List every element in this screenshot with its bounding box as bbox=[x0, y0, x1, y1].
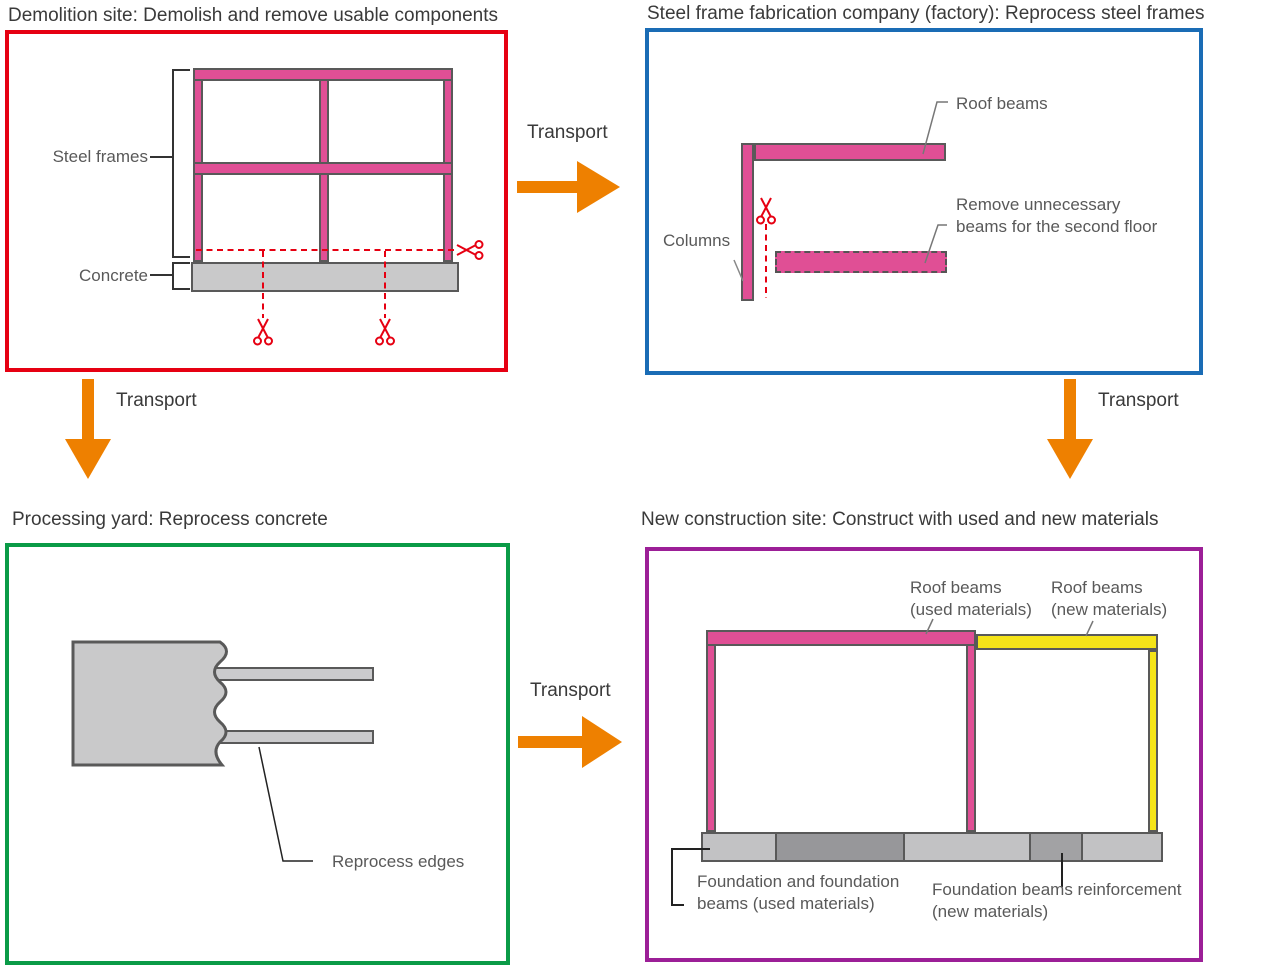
foundation-segment-reinforcement bbox=[1031, 834, 1083, 860]
reprocessed-column bbox=[741, 143, 754, 301]
steel-frames-label-dash bbox=[150, 156, 172, 158]
reprocess-edges-label: Reprocess edges bbox=[332, 852, 465, 871]
foundation-segment-used-2 bbox=[905, 834, 1031, 860]
transport-arrow-right-head bbox=[1047, 439, 1093, 479]
concrete-label-dash bbox=[150, 274, 172, 276]
demolition-panel-box bbox=[5, 30, 508, 372]
steel-frames-bracket-top-tick bbox=[172, 69, 190, 71]
steel-floor-beam bbox=[193, 162, 453, 175]
concrete-block bbox=[70, 638, 390, 770]
transport-arrow-right bbox=[1064, 379, 1076, 441]
concrete-block-shape bbox=[73, 642, 227, 765]
transport-label-top: Transport bbox=[527, 122, 608, 143]
roof-beams-used-label bbox=[910, 577, 1032, 621]
steel-frames-label: Steel frames bbox=[52, 147, 148, 166]
foundation-new-line1: Foundation beams reinforcement bbox=[932, 880, 1182, 899]
factory-panel-title: Steel frame fabrication company (factory): Reprocess steel frames bbox=[647, 3, 1205, 24]
transport-arrow-bottom-head bbox=[582, 716, 622, 768]
foundation-used-label bbox=[697, 871, 899, 915]
foundation-segment-used-3 bbox=[1083, 834, 1161, 860]
concrete-bracket bbox=[172, 262, 174, 290]
remove-beams-note bbox=[956, 194, 1157, 238]
transport-arrow-left-head bbox=[65, 439, 111, 479]
roof-beams-used-line1: Roof beams bbox=[910, 578, 1002, 597]
new-roof-beam bbox=[976, 634, 1158, 650]
second-floor-beam-removed bbox=[775, 251, 947, 273]
transport-arrow-top bbox=[517, 181, 579, 193]
remove-beams-note-line1: Remove unnecessary bbox=[956, 195, 1121, 214]
concrete-slab bbox=[191, 262, 459, 292]
roof-beams-new-line2: (new materials) bbox=[1051, 600, 1168, 619]
roof-beams-used-line2: (used materials) bbox=[910, 600, 1032, 619]
foundation-used-line2: beams (used materials) bbox=[697, 894, 875, 913]
foundation-segment-used-1 bbox=[703, 834, 777, 860]
transport-arrow-top-head bbox=[577, 161, 620, 213]
used-column-middle bbox=[966, 630, 976, 832]
foundation-new-line2: (new materials) bbox=[932, 902, 1049, 921]
roof-beams-label: Roof beams bbox=[956, 94, 1048, 113]
steel-roof-beam bbox=[193, 68, 453, 81]
transport-label-left: Transport bbox=[116, 390, 197, 411]
reprocessed-roof-beam bbox=[754, 143, 946, 161]
used-roof-beam bbox=[706, 630, 976, 646]
concrete-bracket-top-tick bbox=[172, 262, 190, 264]
transport-arrow-left bbox=[82, 379, 94, 441]
roof-beams-new-line1: Roof beams bbox=[1051, 578, 1143, 597]
foundation-used-line1: Foundation and foundation bbox=[697, 872, 900, 891]
transport-arrow-bottom bbox=[518, 736, 584, 748]
foundation-new-label bbox=[932, 879, 1181, 923]
roof-beams-new-label bbox=[1051, 577, 1167, 621]
concrete-label: Concrete bbox=[79, 266, 148, 285]
used-column-left bbox=[706, 630, 716, 832]
columns-label: Columns bbox=[663, 231, 731, 250]
demolition-panel-title: Demolition site: Demolish and remove usable components bbox=[8, 5, 499, 26]
construction-panel-title: New construction site: Construct with used and new materials bbox=[641, 509, 1159, 530]
concrete-bracket-bottom-tick bbox=[172, 288, 190, 290]
transport-label-right: Transport bbox=[1098, 390, 1179, 411]
remove-beams-note-line2: beams for the second floor bbox=[956, 217, 1158, 236]
steel-frames-bracket bbox=[172, 69, 174, 258]
transport-label-bottom: Transport bbox=[530, 680, 611, 701]
foundation-bar bbox=[701, 832, 1163, 862]
foundation-segment-dark-1 bbox=[777, 834, 905, 860]
processing-panel-title: Processing yard: Reprocess concrete bbox=[12, 509, 328, 530]
steel-frames-bracket-bottom-tick bbox=[172, 256, 190, 258]
new-column-right bbox=[1148, 650, 1158, 832]
